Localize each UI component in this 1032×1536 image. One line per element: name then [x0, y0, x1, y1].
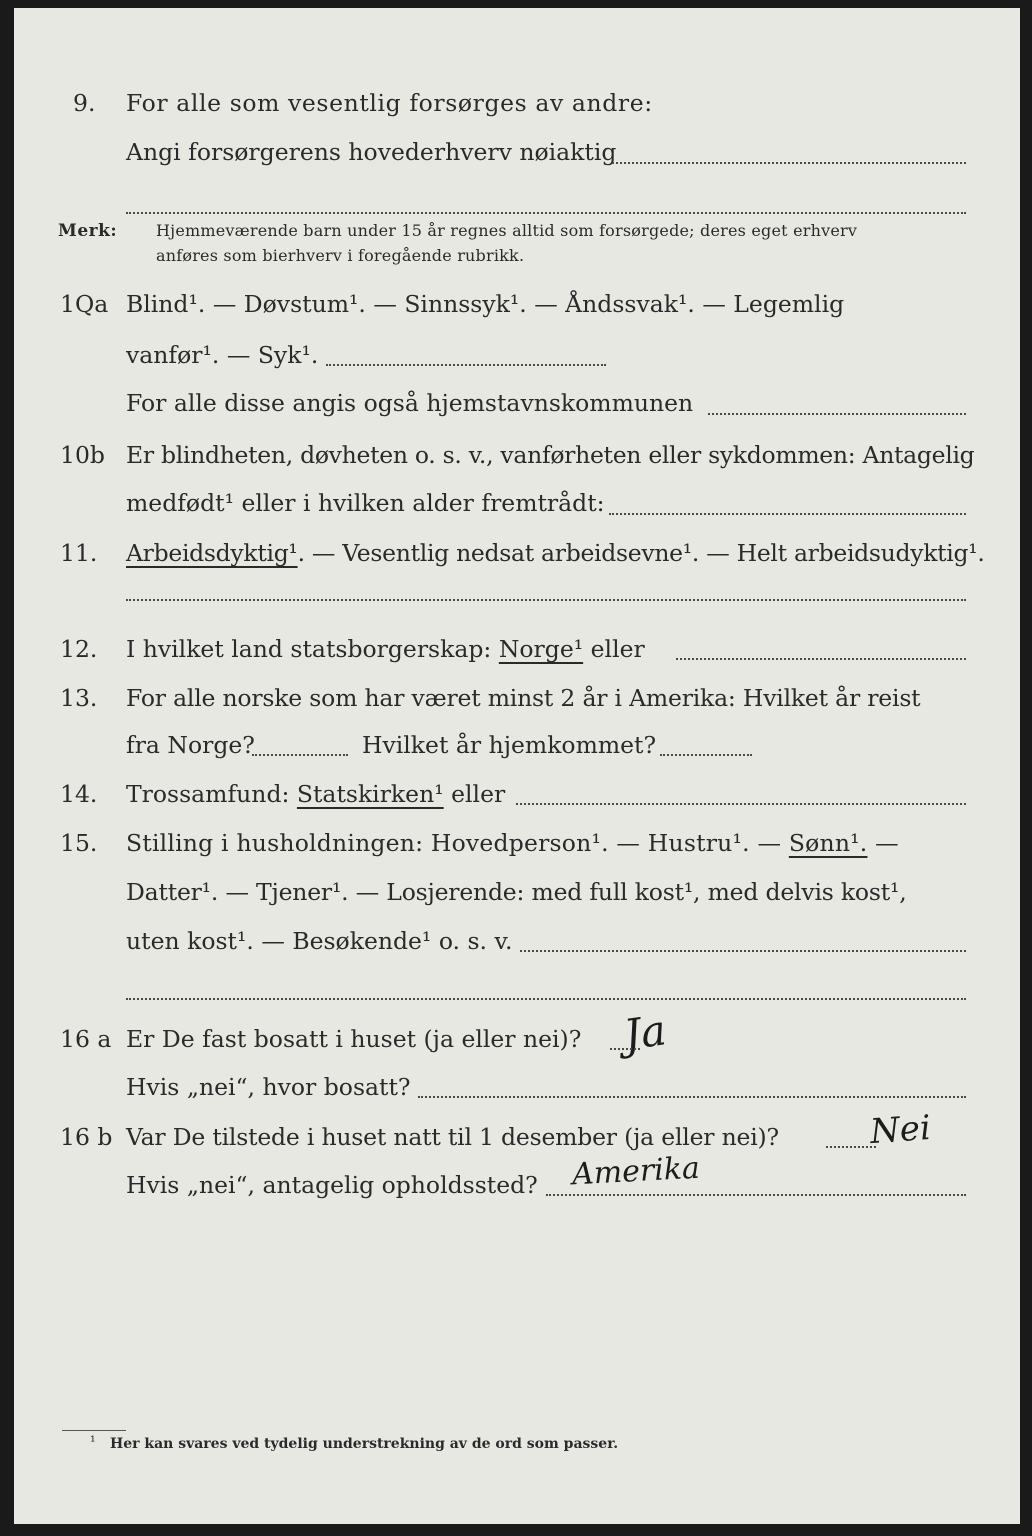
q9-number: 9.	[73, 89, 96, 117]
census-form-page	[14, 8, 1020, 1524]
q11-rest: . — Vesentlig nedsat arbeidsevne¹. — Helt arbeidsudyktig¹.	[297, 539, 985, 567]
q11-selected-option: Arbeidsdyktig¹	[126, 539, 298, 567]
q13-line2b: Hvilket år hjemkommet?	[362, 731, 657, 759]
q13-line2a: fra Norge?	[126, 731, 255, 759]
q15-answer-line	[520, 950, 966, 952]
q15-number: 15.	[60, 829, 98, 857]
q10b-line1: Er blindheten, døvheten o. s. v., vanførheten eller sykdommen: Antagelig	[126, 441, 975, 469]
q13-reist-line	[252, 754, 348, 756]
q15-line3: uten kost¹. — Besøkende¹ o. s. v.	[126, 927, 513, 955]
q10a-number: 1Qa	[60, 290, 109, 318]
q16a-bosatt-line	[418, 1096, 966, 1098]
q15-line2: Datter¹. — Tjener¹. — Losjerende: med full kost¹, med delvis kost¹,	[126, 878, 907, 906]
merk-line1: Hjemmeværende barn under 15 år regnes alltid som forsørgede; deres eget erhverv	[156, 221, 858, 240]
q12-text	[126, 634, 645, 664]
q14-selected-option: Statskirken¹	[296, 780, 444, 808]
merk-line2: anføres som bierhverv i foregående rubrikk.	[156, 246, 525, 265]
q11-number: 11.	[60, 539, 98, 567]
q9-answer-line-2	[126, 212, 966, 214]
q9-answer-line	[612, 162, 966, 164]
q10a-line1: Blind¹. — Døvstum¹. — Sinnssyk¹. — Åndssvak¹. — Legemlig	[126, 290, 845, 318]
q13-hjemkommet-line	[660, 754, 752, 756]
q16b-handwritten-place: Amerika	[571, 1150, 701, 1193]
q16b-answer-line	[826, 1146, 876, 1148]
footnote-rule	[62, 1430, 126, 1431]
q16a-number: 16 a	[60, 1025, 112, 1053]
q9-line1: For alle som vesentlig forsørges av andre:	[126, 89, 653, 117]
merk-label: Merk:	[58, 221, 118, 241]
q10b-line2: medfødt¹ eller i hvilken alder fremtrådt:	[126, 489, 605, 517]
q10b-number: 10b	[60, 441, 105, 469]
q11-answer-line	[126, 599, 966, 601]
q13-number: 13.	[60, 684, 98, 712]
q14-text	[126, 779, 505, 809]
q16a-line2: Hvis „nei“, hvor bosatt?	[126, 1073, 411, 1101]
q16b-line2: Hvis „nei“, antagelig opholdssted?	[126, 1171, 538, 1199]
q15-selected-option: Sønn¹.	[788, 829, 868, 857]
footnote-text: Her kan svares ved tydelig understrekning av de ord som passer.	[110, 1436, 619, 1452]
q12-suffix: eller	[590, 635, 645, 663]
q10a-line3: For alle disse angis også hjemstavnskommunen	[126, 389, 694, 417]
q10a-answer-line	[326, 364, 606, 366]
q13-line1: For alle norske som har været minst 2 år i Amerika: Hvilket år reist	[126, 684, 921, 712]
q16b-opholdssted-line	[546, 1194, 966, 1196]
q16a-handwritten-answer: Ja	[620, 1005, 670, 1060]
footnote-mark: ¹	[90, 1434, 96, 1450]
q12-selected-option: Norge¹	[498, 635, 584, 663]
q10a-line2: vanfør¹. — Syk¹.	[126, 341, 319, 369]
q15-answer-line-2	[126, 998, 966, 1000]
q10a-hjemstavn-line	[708, 413, 966, 415]
q15-line1a: Stilling i husholdningen: Hovedperson¹. — Hustru¹. —	[126, 829, 782, 857]
q14-prefix: Trossamfund:	[126, 780, 290, 808]
q11-text	[126, 538, 985, 568]
q16b-number: 16 b	[60, 1123, 113, 1151]
q16a-answer-line	[610, 1048, 640, 1050]
q16b-line1: Var De tilstede i huset natt til 1 desember (ja eller nei)?	[126, 1123, 779, 1151]
q14-answer-line	[516, 803, 966, 805]
q16b-handwritten-answer: Nei	[868, 1107, 933, 1153]
q10b-answer-line	[609, 513, 966, 515]
q12-number: 12.	[60, 635, 98, 663]
q16a-line1: Er De fast bosatt i huset (ja eller nei)?	[126, 1025, 582, 1053]
q15-line1	[126, 828, 899, 858]
q14-suffix: eller	[451, 780, 506, 808]
q12-answer-line	[676, 658, 966, 660]
q12-prefix: I hvilket land statsborgerskap:	[126, 635, 492, 663]
q14-number: 14.	[60, 780, 98, 808]
q9-line2: Angi forsørgerens hovederhverv nøiaktig	[126, 138, 617, 166]
q15-line1c: —	[875, 829, 899, 857]
